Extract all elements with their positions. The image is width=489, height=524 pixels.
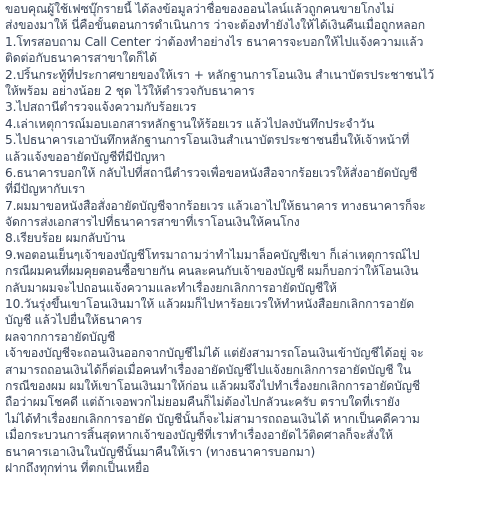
post-text-line: กรณีผมคนที่ผมคุยตอนซื้อขายกัน คนละคนกับเจ้าของบัญชี ผมก็บอกว่าให้โอนเงิน [5, 264, 419, 279]
post-text-line: 2.ปริ้นกระทู้ที่ประกาศขายของให้เรา + หลักฐานการโอนเงิน สำเนาบัตรประชาชนไว้ [5, 67, 435, 82]
post-text-line: ฝากถึงทุกท่าน ที่ตกเป็นเหยื่อ [5, 460, 150, 475]
post-text-line: สามารถถอนเงินได้ก็ต่อเมื่อคนทำเรื่องอายัดบัญชีไปแจ้งยกเลิกการอายัดบัญชี ใน [5, 362, 412, 377]
post-text-line: 9.พอตอนเย็นๆเจ้าของบัญชีโทรมาถามว่าทำไมมาล็อคบัญชีเขา ก็เล่าเหตุการณ์ไป [5, 247, 420, 262]
post-text-line: 6.ธนาคารบอกให้ กลับไปที่สถานีตำรวจเพื่อขอหนังสือจากร้อยเวรให้สั่งอายัดบัญชี [5, 165, 418, 180]
post-text-line: ติดต่อกับธนาคารสาขาใดก็ได้ [5, 51, 157, 66]
post-text-line: ให้พร้อม อย่างน้อย 2 ชุด ไว้ให้ตำรวจกับธนาคาร [5, 83, 255, 98]
post-text-line: กรณีของผม ผมให้เขาโอนเงินมาให้ก่อน แล้วผมจึงไปทำเรื่องยกเลิกการอายัดบัญชี [5, 378, 421, 393]
post-text-line: ถือว่าผมโชคดี แต่ถ้าเจอพวกไม่ยอมคืนก็ไม่ต้องไปกลัวนะครับ ตราบใดที่เรายัง [5, 395, 400, 410]
post-text-line: จัดการส่งเอกสารไปที่ธนาคารสาขาที่เราโอนเงินให้คนโกง [5, 215, 300, 230]
post-text-line: 4.เล่าเหตุการณ์มอบเอกสารหลักฐานให้ร้อยเวร แล้วไปลงบันทึกประจำวัน [5, 116, 375, 131]
post-text-line: กลับมาผมจะไปถอนแจ้งความและทำเรื่องยกเลิกการอายัดบัญชีให้ [5, 280, 337, 295]
post-text-line: ส่งของมาให้ นี่คือขั้นตอนการดำเนินการ ว่าจะต้องทำยังไงให้ได้เงินคืนเมื่อถูกหลอก [5, 18, 425, 33]
post-text-line: ขอบคุณผู้ใช้เฟซบุ๊กรายนี้ ได้ลงข้อมูลว่าชื่อของออนไลน์แล้วถูกคนขายโกงไม่ [5, 2, 395, 16]
post-text-line: 1.โทรสอบถาม Call Center ว่าต้องทำอย่างไร ธนาคารจะบอกให้ไปแจ้งความแล้ว [5, 34, 424, 49]
post-text-line: ไม่ได้ทำเรื่องยกเลิกการอายัด บัญชีนั้นก็จะไม่สามารถถอนเงินได้ หากเป็นคดีความ [5, 411, 420, 426]
post-text-line: ผลจากการอายัดบัญชี [5, 329, 116, 344]
post-text-line: 8.เรียบร้อย ผมกลับบ้าน [5, 231, 126, 246]
post-text-line: บัญชี แล้วไปยื่นให้ธนาคาร [5, 313, 143, 328]
post-text-line: เจ้าของบัญชีจะถอนเงินออกจากบัญชีไม่ได้ แต่ยังสามารถโอนเงินเข้าบัญชีได้อยู่ จะ [5, 346, 424, 361]
post-text-line: เมื่อกระบวนการสิ้นสุดหากเจ้าของบัญชีที่เราทำเรื่องอายัดไว้ติดศาลก็จะสั่งให้ [5, 428, 393, 443]
post-text-line: แล้วแจ้งขออายัดบัญชีที่มีปัญหา [5, 149, 166, 164]
post-text-line: ที่มีปัญหากับเรา [5, 182, 86, 197]
post-text-line: ธนาคารเอาเงินในบัญชีนั้นมาคืนให้เรา (ทางธนาคารบอกมา) [5, 444, 316, 459]
post-text-line: 3.ไปสถานีตำรวจแจ้งความกับร้อยเวร [5, 100, 197, 115]
post-text-line: 10.วันรุ่งขึ้นเขาโอนเงินมาให้ แล้วผมก็ไปหาร้อยเวรให้ทำหนังสือยกเลิกการอายัด [5, 297, 415, 312]
post-text-line: 7.ผมมาขอหนังสือสั่งอายัดบัญชีจากร้อยเวร แล้วเอาไปให้ธนาคาร ทางธนาคารก็จะ [5, 198, 426, 213]
post-text-line: 5.ไปธนาคารเอาบันทึกหลักฐานการโอนเงินสำเนาบัตรประชาชนยื่นให้เจ้าหน้าที่ [5, 133, 410, 148]
